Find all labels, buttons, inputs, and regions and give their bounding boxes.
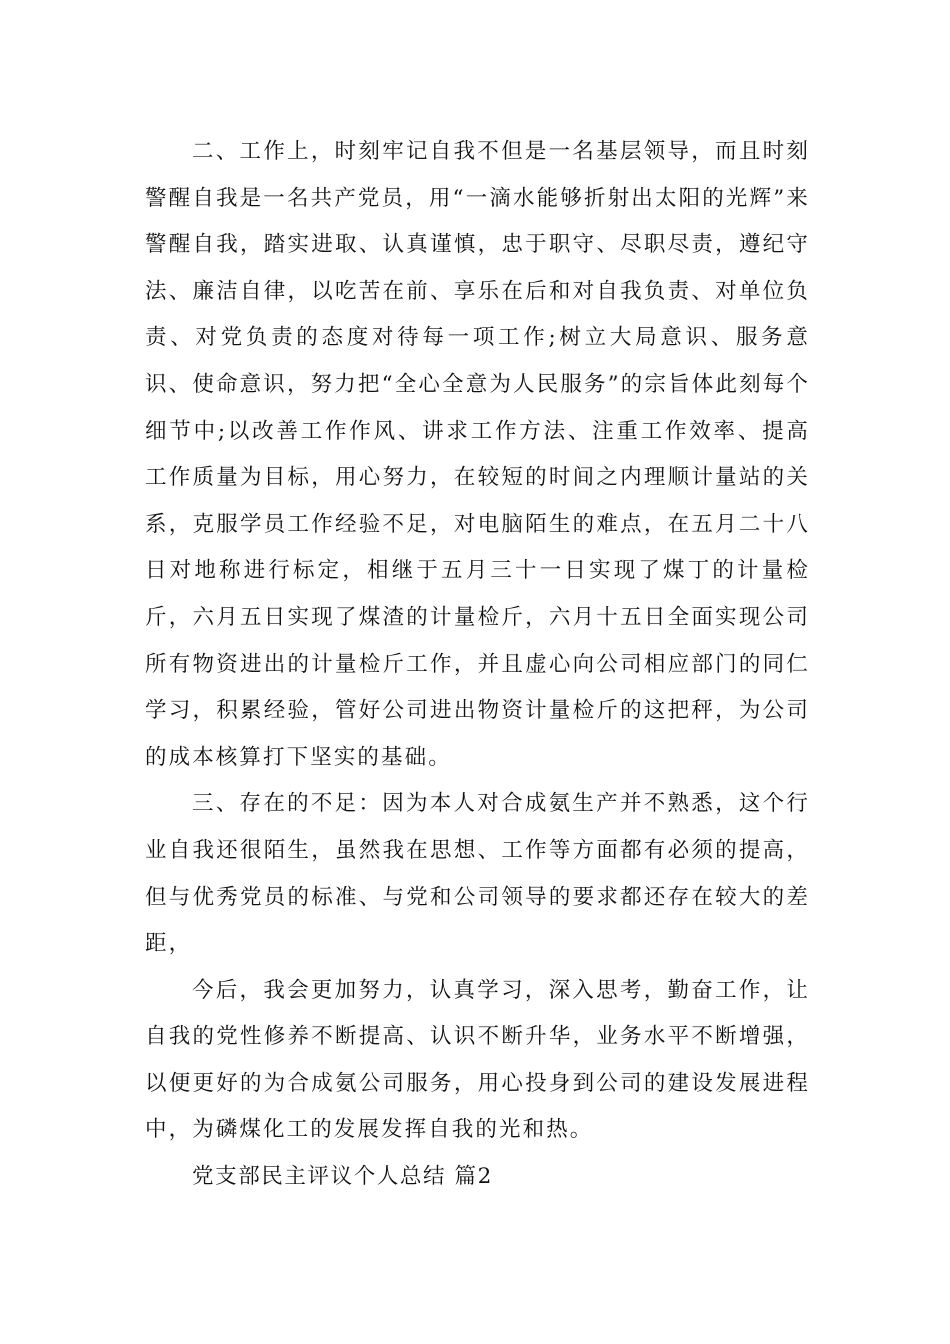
paragraph-shortcomings: 三、存在的不足：因为本人对合成氨生产并不熟悉，这个行业自我还很陌生，虽然我在思想、工作等方面都有必须的提高，但与优秀党员的标准、与党和公司领导的要求都还存在较大的差距， <box>145 791 810 957</box>
paragraph-work: 二、工作上，时刻牢记自我不但是一名基层领导，而且时刻警醒自我是一名共产党员，用“一滴水能够折射出太阳的光辉”来警醒自我，踏实进取、认真谨慎，忠于职守、尽职尽责，遵纪守法、廉洁自律，以吃苦在前、享乐在后和对自我负责、对单位负责、对党负责的态度对待每一项工作;树立大局意识、服务意识、使命意识，努力把“全心全意为人民服务”的宗旨体此刻每个细节中;以改善工作作风、讲求工作方法、注重工作效率、提高工作质量为目标，用心努力，在较短的时间之内理顺计量站的关系，克服学员工作经验不足，对电脑陌生的难点，在五月二十八日对地称进行标定，相继于五月三十一日实现了煤丁的计量检斤，六月五日实现了煤渣的计量检斤，六月十五日全面实现公司所有物资进出的计量检斤工作，并且虚心向公司相应部门的同仁学习，积累经验，管好公司进出物资计量检斤的这把秤，为公司的成本核算打下坚实的基础。 <box>145 139 810 770</box>
paragraph-future: 今后，我会更加努力，认真学习，深入思考，勤奋工作，让自我的党性修养不断提高、认识不断升华，业务水平不断增强，以便更好的为合成氨公司服务，用心投身到公司的建设发展进程中，为磷煤化工的发展发挥自我的光和热。 <box>145 977 810 1143</box>
document-page <box>145 129 810 1201</box>
section-heading: 党支部民主评议个人总结 篇2 <box>192 1164 493 1190</box>
